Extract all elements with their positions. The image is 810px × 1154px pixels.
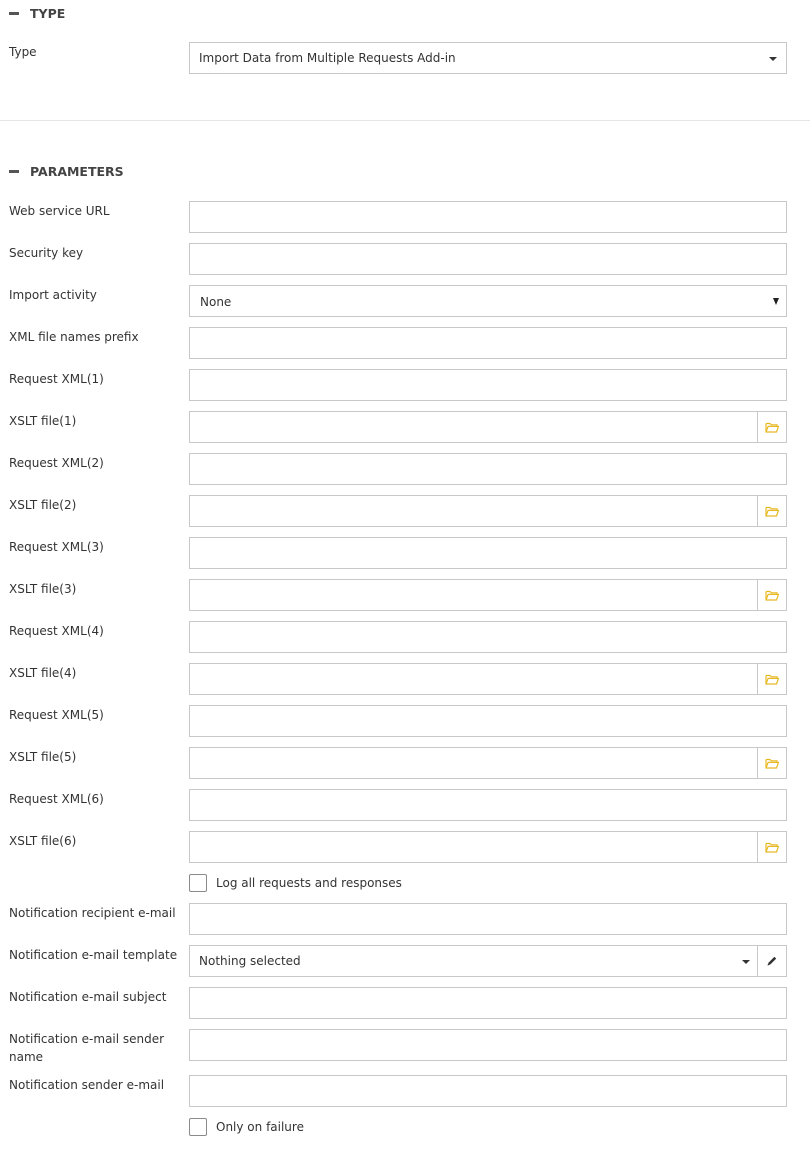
only-on-failure-checkbox-row[interactable] (189, 1118, 304, 1136)
xslt-file-4-input[interactable] (189, 663, 757, 695)
request-xml-4-input[interactable] (189, 621, 787, 653)
folder-open-icon (765, 506, 779, 517)
type-select[interactable] (189, 42, 787, 74)
section-divider (0, 120, 810, 121)
pencil-icon (766, 955, 778, 967)
import-activity-select[interactable] (189, 285, 787, 317)
xslt-file-1-input[interactable] (189, 411, 757, 443)
xslt-file-4-browse-button[interactable] (757, 663, 787, 695)
import-activity-label: Import activity (9, 288, 97, 302)
xslt-file-6-browse-button[interactable] (757, 831, 787, 863)
xslt-file-4-label: XSLT file(4) (9, 666, 77, 680)
xslt-file-6-input[interactable] (189, 831, 757, 863)
xml-prefix-label: XML file names prefix (9, 330, 139, 344)
folder-open-icon (765, 674, 779, 685)
security-key-input[interactable] (189, 243, 787, 275)
xslt-file-5-input[interactable] (189, 747, 757, 779)
request-xml-5-input[interactable] (189, 705, 787, 737)
caret-down-icon (769, 57, 777, 61)
notification-sender-name-input[interactable] (189, 1029, 787, 1061)
xslt-file-3-label: XSLT file(3) (9, 582, 77, 596)
request-xml-2-input[interactable] (189, 453, 787, 485)
xslt-file-3-input[interactable] (189, 579, 757, 611)
xslt-file-2-input[interactable] (189, 495, 757, 527)
notification-template-select[interactable] (189, 945, 757, 977)
notification-subject-input[interactable] (189, 987, 787, 1019)
request-xml-6-input[interactable] (189, 789, 787, 821)
xslt-file-1-browse-button[interactable] (757, 411, 787, 443)
xslt-file-5-label: XSLT file(5) (9, 750, 77, 764)
notification-template-label: Notification e-mail template (9, 948, 178, 962)
type-select-value: Import Data from Multiple Requests Add-in (199, 51, 456, 65)
xml-prefix-input[interactable] (189, 327, 787, 359)
xslt-file-2-browse-button[interactable] (757, 495, 787, 527)
collapse-minus-icon[interactable] (9, 170, 19, 173)
xslt-file-2-label: XSLT file(2) (9, 498, 77, 512)
folder-open-icon (765, 758, 779, 769)
notification-recipient-input[interactable] (189, 903, 787, 935)
folder-open-icon (765, 422, 779, 433)
notification-sender-name-label: Notification e-mail sender name (9, 1032, 165, 1064)
request-xml-6-label: Request XML(6) (9, 792, 104, 806)
xslt-file-3-browse-button[interactable] (757, 579, 787, 611)
xslt-file-1-label: XSLT file(1) (9, 414, 77, 428)
request-xml-2-label: Request XML(2) (9, 456, 104, 470)
log-all-checkbox-row[interactable] (189, 874, 402, 892)
web-service-url-label: Web service URL (9, 204, 110, 218)
folder-open-icon (765, 842, 779, 853)
parameters-section-heading: PARAMETERS (30, 164, 124, 179)
parameters-section-header[interactable] (9, 164, 124, 179)
web-service-url-input[interactable] (189, 201, 787, 233)
log-all-checkbox[interactable] (189, 874, 207, 892)
folder-open-icon (765, 590, 779, 601)
only-on-failure-checkbox[interactable] (189, 1118, 207, 1136)
notification-sender-email-label: Notification sender e-mail (9, 1078, 165, 1092)
collapse-minus-icon[interactable] (9, 12, 19, 15)
request-xml-3-input[interactable] (189, 537, 787, 569)
notification-template-value: Nothing selected (199, 954, 301, 968)
caret-down-icon (773, 298, 779, 305)
type-label: Type (9, 45, 37, 59)
request-xml-3-label: Request XML(3) (9, 540, 104, 554)
notification-subject-label: Notification e-mail subject (9, 990, 167, 1004)
edit-template-button[interactable] (757, 945, 787, 977)
notification-recipient-label: Notification recipient e-mail (9, 906, 176, 920)
request-xml-1-label: Request XML(1) (9, 372, 104, 386)
xslt-file-6-label: XSLT file(6) (9, 834, 77, 848)
request-xml-1-input[interactable] (189, 369, 787, 401)
notification-sender-email-input[interactable] (189, 1075, 787, 1107)
security-key-label: Security key (9, 246, 84, 260)
request-xml-5-label: Request XML(5) (9, 708, 104, 722)
log-all-label[interactable]: Log all requests and responses (216, 876, 402, 890)
only-on-failure-label[interactable]: Only on failure (216, 1120, 304, 1134)
type-section-header[interactable] (9, 6, 65, 21)
request-xml-4-label: Request XML(4) (9, 624, 104, 638)
caret-down-icon (742, 960, 750, 964)
xslt-file-5-browse-button[interactable] (757, 747, 787, 779)
type-section-heading: TYPE (30, 6, 66, 21)
import-activity-value: None (200, 295, 232, 309)
